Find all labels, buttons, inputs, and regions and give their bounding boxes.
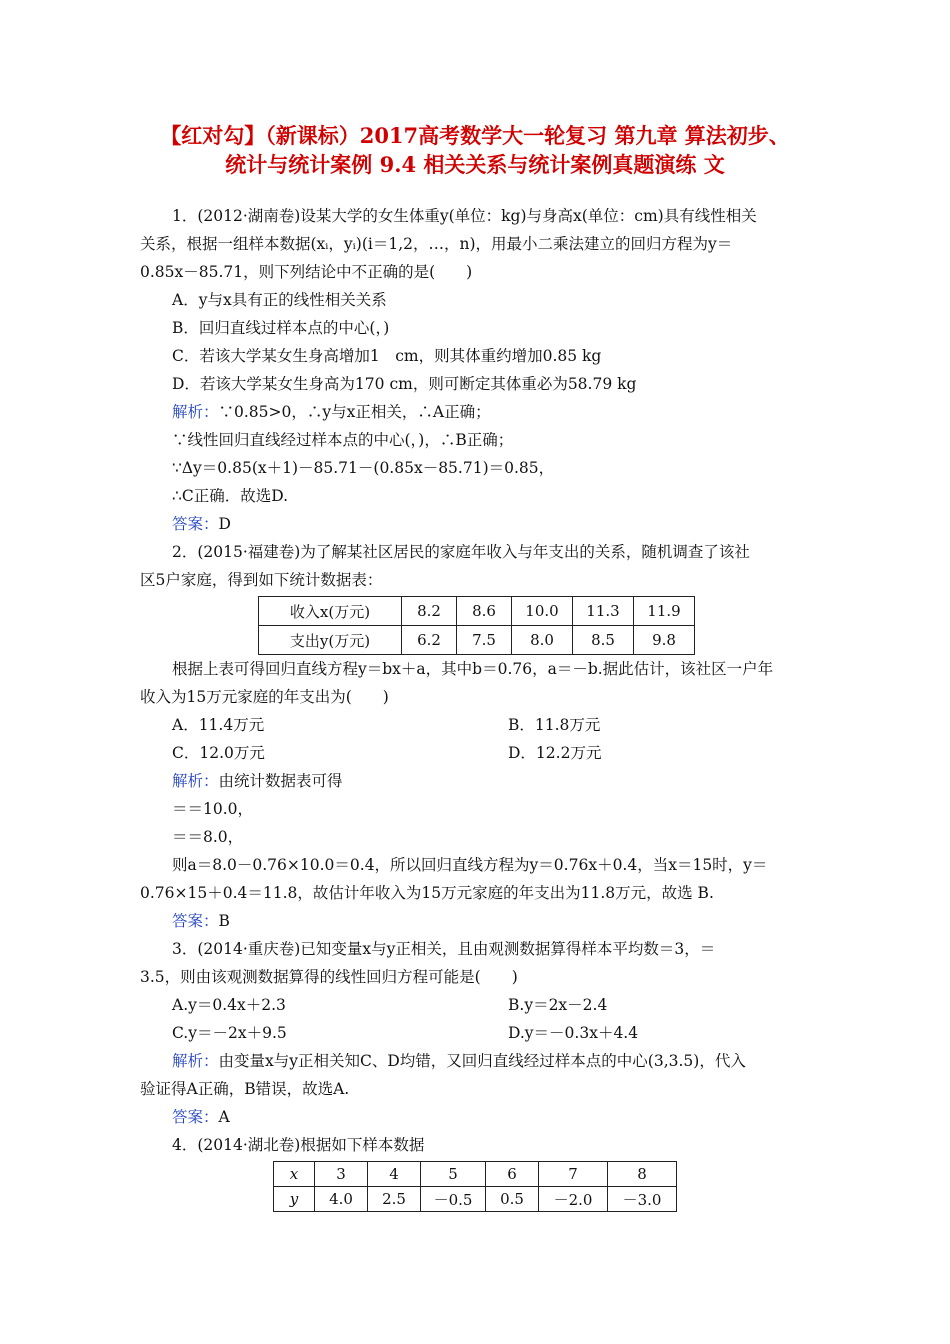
q3-option-b: B.y＝2x－2.4 — [508, 996, 608, 1014]
q4-stem-line-1: 4．(2014·湖北卷)根据如下样本数据 — [172, 1136, 425, 1154]
q2-analysis-line-1 — [172, 770, 842, 792]
q2-answer: B — [218, 912, 230, 930]
q2-data-table — [258, 596, 695, 655]
q3-option-d: D.y＝－0.3x＋4.4 — [508, 1024, 639, 1042]
q1-analysis-line-1 — [172, 401, 842, 423]
table-cell: 9.8 — [634, 626, 695, 655]
q1-analysis-text-1: ∵0.85>0，∴y与x正相关，∴A正确； — [218, 403, 491, 421]
q3-analysis-text-1: 由变量x与y正相关知C、D均错，又回归直线经过样本点的中心(3,3.5)，代入 — [218, 1052, 746, 1070]
table-cell: 8.2 — [402, 597, 457, 626]
q1-answer-line — [172, 513, 842, 535]
q3-stem-line-1: 3．(2014·重庆卷)已知变量x与y正相关，且由观测数据算得样本平均数＝3，＝ — [172, 940, 716, 958]
q2-analysis-line-4: 则a＝8.0－0.76×10.0＝0.4，所以回归直线方程为y＝0.76x＋0.4，当x＝15时，y＝ — [172, 856, 768, 874]
q3-answer-label: 答案： — [172, 1108, 219, 1126]
q1-analysis-line-3: ∵Δy＝0.85(x＋1)－85.71－(0.85x－85.71)＝0.85， — [172, 459, 555, 477]
q3-answer: A — [218, 1108, 230, 1126]
table-cell: 6 — [486, 1162, 539, 1187]
q1-analysis-line-4: ∴C正确．故选D. — [172, 487, 289, 505]
table-cell: 4 — [368, 1162, 421, 1187]
table-cell: 6.2 — [402, 626, 457, 655]
q2-analysis-line-2: ＝＝10.0， — [172, 800, 254, 818]
table-cell: 5 — [421, 1162, 486, 1187]
q3-stem-line-2: 3.5，则由该观测数据算得的线性回归方程可能是( ) — [140, 968, 518, 986]
q2-text-line-1: 根据上表可得回归直线方程y＝bx＋a，其中b＝0.76，a＝－b.据此估计，该社区一户年 — [172, 660, 774, 678]
q3-analysis-line-1 — [172, 1050, 842, 1072]
q2-option-a: A．11.4万元 — [172, 716, 265, 734]
q2-analysis-line-5: 0.76×15＋0.4＝11.8，故估计年收入为15万元家庭的年支出为11.8万元，故选 B. — [140, 884, 714, 902]
q2-stem-line-2: 区5户家庭，得到如下统计数据表： — [140, 571, 383, 589]
q1-option-c: C．若该大学某女生身高增加1 cm，则其体重约增加0.85 kg — [172, 347, 602, 365]
table-row — [259, 626, 695, 655]
q2-income-header: 收入x(万元) — [259, 597, 402, 626]
q4-data-table — [273, 1161, 677, 1212]
q3-analysis-line-2: 验证得A正确，B错误，故选A. — [140, 1080, 350, 1098]
q2-answer-line — [172, 910, 842, 932]
q2-analysis-text-1: 由统计数据表可得 — [218, 772, 343, 790]
q1-stem-line-2: 关系，根据一组样本数据(xᵢ，yᵢ)(i＝1,2，…，n)，用最小二乘法建立的回归方程为y＝ — [140, 235, 733, 253]
table-cell: 11.9 — [634, 597, 695, 626]
q1-option-d: D．若该大学某女生身高为170 cm，则可断定其体重必为58.79 kg — [172, 375, 637, 393]
q2-option-d: D．12.2万元 — [508, 744, 602, 762]
q1-analysis-line-2: ∵线性回归直线经过样本点的中心(，)，∴B正确； — [172, 431, 514, 449]
table-cell: 8.6 — [457, 597, 512, 626]
q2-option-b: B．11.8万元 — [508, 716, 601, 734]
table-row — [274, 1162, 677, 1187]
q3-option-c: C.y＝－2x＋9.5 — [172, 1024, 287, 1042]
q1-answer-label: 答案： — [172, 515, 219, 533]
table-cell: 7 — [539, 1162, 608, 1187]
q1-stem-line-1: 1．(2012·湖南卷)设某大学的女生体重y(单位：kg)与身高x(单位：cm)具有线性相关 — [172, 207, 757, 225]
q3-option-a: A.y＝0.4x＋2.3 — [172, 996, 286, 1014]
table-cell: －0.5 — [421, 1187, 486, 1212]
table-cell: 0.5 — [486, 1187, 539, 1212]
table-cell: －3.0 — [608, 1187, 677, 1212]
table-row — [259, 597, 695, 626]
table-row — [274, 1187, 677, 1212]
document-title-line-2: 统计与统计案例 9.4 相关关系与统计案例真题演练 文 — [225, 152, 725, 177]
table-cell: －2.0 — [539, 1187, 608, 1212]
q2-text-line-2: 收入为15万元家庭的年支出为( ) — [140, 688, 389, 706]
q2-option-c: C．12.0万元 — [172, 744, 265, 762]
table-cell: 8.5 — [573, 626, 634, 655]
q3-analysis-label: 解析： — [172, 1052, 219, 1070]
table-cell: 8.0 — [512, 626, 573, 655]
q4-y-header: y — [274, 1187, 315, 1212]
q1-option-b: B．回归直线过样本点的中心(，) — [172, 319, 390, 337]
table-cell: 2.5 — [368, 1187, 421, 1212]
q2-analysis-label: 解析： — [172, 772, 219, 790]
q2-stem-line-1: 2．(2015·福建卷)为了解某社区居民的家庭年收入与年支出的关系，随机调查了该社 — [172, 543, 750, 561]
q2-analysis-line-3: ＝＝8.0， — [172, 828, 244, 846]
table-cell: 4.0 — [315, 1187, 368, 1212]
table-cell: 7.5 — [457, 626, 512, 655]
table-cell: 11.3 — [573, 597, 634, 626]
q1-stem-line-3: 0.85x－85.71，则下列结论中不正确的是( ) — [140, 263, 473, 281]
q1-analysis-label: 解析： — [172, 403, 219, 421]
table-cell: 10.0 — [512, 597, 573, 626]
q2-answer-label: 答案： — [172, 912, 219, 930]
table-cell: 8 — [608, 1162, 677, 1187]
q4-x-header: x — [274, 1162, 315, 1187]
q2-expense-header: 支出y(万元) — [259, 626, 402, 655]
document-title-line-1: 【红对勾】（新课标）2017高考数学大一轮复习 第九章 算法初步、 — [160, 123, 790, 148]
table-cell: 3 — [315, 1162, 368, 1187]
q3-answer-line — [172, 1106, 842, 1128]
q1-answer: D — [218, 515, 231, 533]
q1-option-a: A．y与x具有正的线性相关关系 — [172, 291, 387, 309]
